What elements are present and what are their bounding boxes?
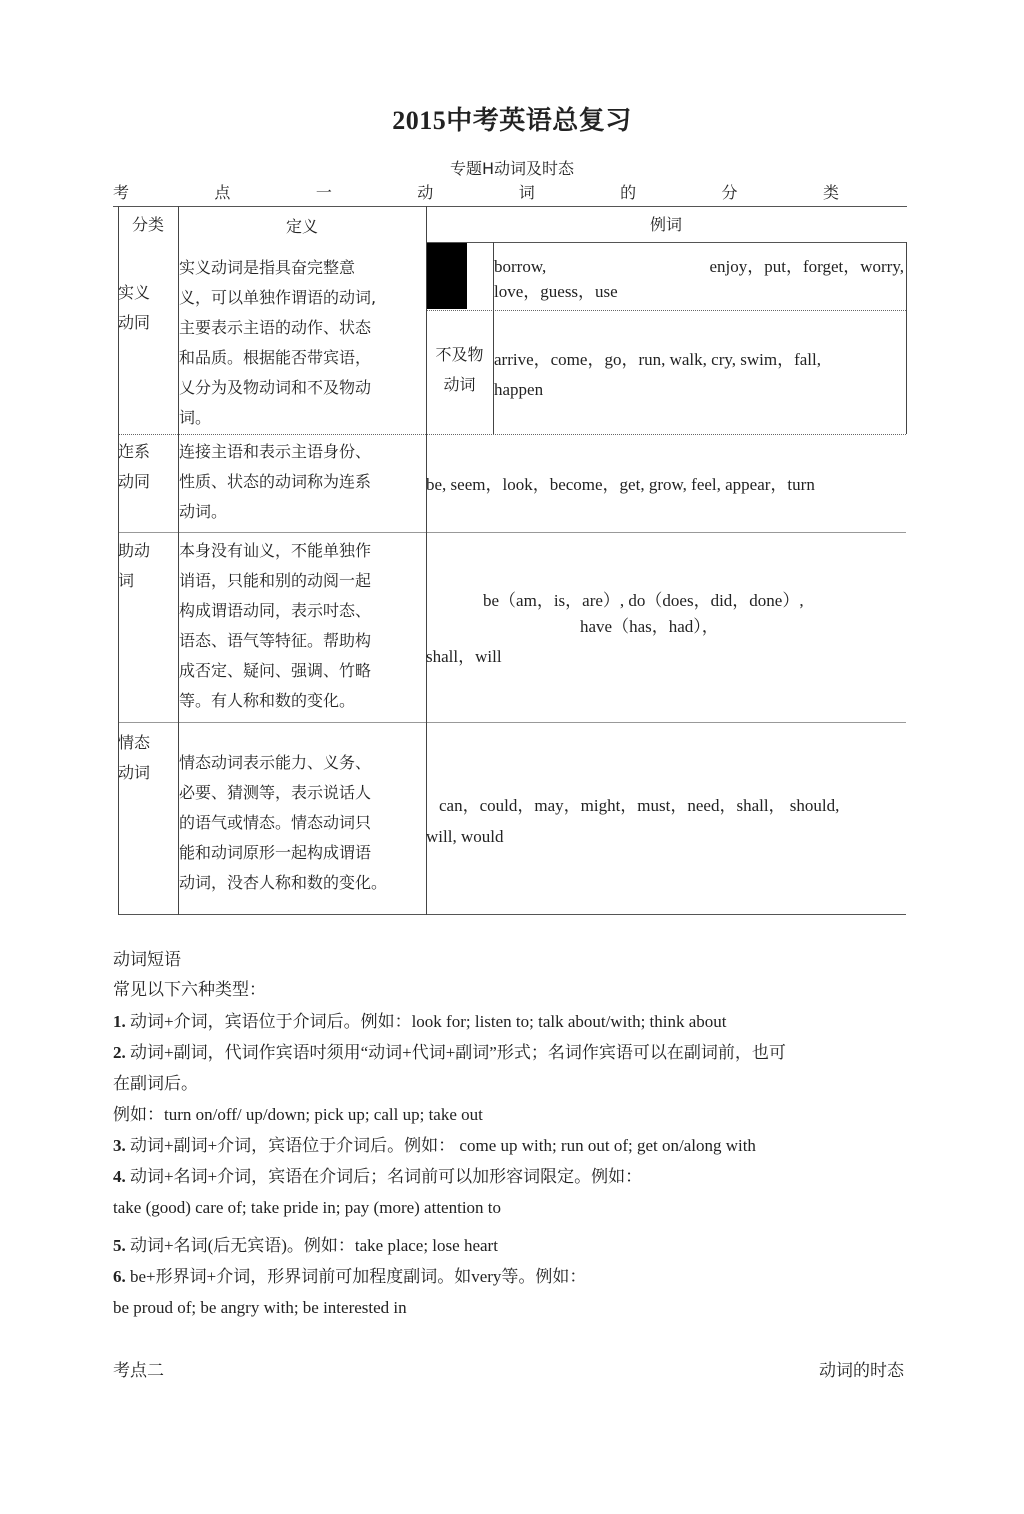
- item-number: 2.: [113, 1043, 126, 1062]
- example-words: borrow,: [494, 257, 547, 276]
- row1-transitive-examples: [494, 254, 904, 304]
- table-right-border-upper: [906, 242, 907, 434]
- example-words: will, would: [426, 827, 504, 846]
- heading-char: 的: [620, 183, 637, 202]
- heading-char: 分: [721, 183, 738, 202]
- example-words: can，could，may，might，must，need，shall， should,: [439, 796, 840, 815]
- table-header-examples: 例词: [649, 215, 682, 234]
- definition-line: 连接主语和表示主语身份、: [179, 442, 372, 461]
- item-text: 例如：turn on/off/ up/down; pick up; call up; take out: [113, 1105, 483, 1124]
- item-text: 动词+名词(后无宾语)。例如：take place; lose heart: [130, 1236, 498, 1255]
- row2-category: [118, 437, 150, 497]
- example-words: have（has，had），: [580, 617, 719, 636]
- section-heading-kaodian-1: [113, 180, 839, 203]
- heading-char: 动: [417, 183, 434, 202]
- phrases-intro: 常见以下六种类型：: [113, 980, 266, 1000]
- definition-line: 实义动词是指具奋完整意: [179, 258, 356, 277]
- item-text: 动词+副词+介词，宾语位于介词后。例如： come up with; run out of; get on/along with: [130, 1136, 756, 1155]
- page-subtitle: 专题H动词及时态: [449, 159, 575, 178]
- example-words: love，guess，use: [494, 282, 618, 301]
- item-text: be proud of; be angry with; be interested in: [113, 1298, 407, 1317]
- list-item: [113, 1068, 913, 1099]
- label-line: 动词: [443, 375, 476, 394]
- row1-definition: [179, 253, 425, 433]
- category-line: 动同: [118, 472, 151, 491]
- label-line: 不及物: [435, 345, 484, 364]
- category-line: 动同: [118, 313, 151, 332]
- definition-line: 乂分为及物动词和不及物动: [179, 378, 372, 397]
- item-number: 1.: [113, 1012, 126, 1031]
- item-text: take (good) care of; take pride in; pay (more) attention to: [113, 1198, 502, 1217]
- example-words: arrive，come，go，run, walk, cry, swim，fall,: [494, 350, 822, 369]
- example-words: shall，will: [426, 647, 502, 666]
- category-line: 助动: [118, 541, 151, 560]
- table-header-definition: 定义: [285, 217, 318, 236]
- row4-definition: [179, 748, 425, 898]
- item-number: 6.: [113, 1267, 126, 1286]
- item-number: 3.: [113, 1136, 126, 1155]
- row2-examples: be, seem，look，become，get, grow, feel, appear，turn: [426, 475, 815, 494]
- table-header-divider: [426, 242, 906, 243]
- definition-line: 能和动词原形一起构成谓语: [179, 843, 372, 862]
- heading-char: 类: [822, 183, 839, 202]
- row-divider-2: [118, 532, 906, 533]
- table-header-category: 分类: [131, 215, 164, 234]
- row3-examples: [426, 588, 906, 670]
- definition-line: 性质、状态的动词称为连系: [179, 472, 372, 491]
- row-divider-1: [118, 434, 906, 435]
- category-line: 情态: [118, 733, 151, 752]
- phrase-types-list: [113, 1006, 913, 1323]
- category-line: 实义: [118, 283, 151, 302]
- page-title: 2015中考英语总复习: [392, 106, 632, 135]
- definition-line: 成否定、疑问、强调、竹略: [179, 661, 372, 680]
- heading-char: 一: [315, 183, 332, 202]
- row4-category: [118, 728, 150, 788]
- definition-line: 语态、语气等特征。帮助构: [179, 631, 372, 650]
- row-divider-3: [118, 722, 906, 723]
- example-words: be（am，is，are）, do（does，did，done）,: [483, 591, 804, 610]
- list-item: [113, 1037, 913, 1068]
- row2-definition: [179, 437, 425, 527]
- intransitive-label: [426, 340, 493, 400]
- item-text: 动词+副词，代词作宾语吋须用“动词+代词+副词”形式；名词作宾语可以在副词前，也可: [130, 1043, 786, 1062]
- definition-line: 必要、猜测等，表示说话人: [179, 783, 372, 802]
- item-text: 在副词后。: [113, 1074, 198, 1093]
- heading-char: 词: [518, 183, 535, 202]
- list-item: [113, 1006, 913, 1037]
- list-item: [113, 1192, 913, 1223]
- definition-line: 情态动词表示能力、义务、: [179, 753, 372, 772]
- list-item: [113, 1292, 913, 1323]
- definition-line: 动词，没杏人称和数的变化。: [179, 873, 388, 892]
- heading-char: 考: [113, 183, 130, 202]
- example-words: happen: [494, 380, 544, 399]
- list-item: [113, 1261, 913, 1292]
- phrases-heading: 动词短语: [113, 950, 181, 970]
- row1-category: [118, 278, 150, 338]
- list-item: [113, 1161, 913, 1192]
- category-line: 动词: [118, 763, 151, 782]
- row1-intransitive-examples: [494, 345, 904, 405]
- item-number: 5.: [113, 1236, 126, 1255]
- definition-line: 义，可以单独作谓语的动词,: [179, 288, 377, 307]
- item-text: 动词+名词+介词，宾语在介词后；名词前可以加形容词限定。例如：: [130, 1167, 643, 1186]
- table-bottom-border: [118, 914, 906, 915]
- list-item: [113, 1130, 913, 1161]
- definition-line: 诮语，只能和别的动阅一起: [179, 571, 372, 590]
- section-heading-tenses: 动词的时态: [819, 1361, 904, 1381]
- item-text: be+形界词+介词，形界词前可加程度副词。如very等。例如：: [130, 1267, 587, 1286]
- heading-char: 点: [214, 183, 231, 202]
- list-item: [113, 1230, 913, 1261]
- section-heading-kaodian-2: 考点二: [113, 1361, 164, 1381]
- definition-line: 本身没有讪义，不能单独作: [179, 541, 372, 560]
- row4-examples: [426, 790, 904, 852]
- definition-line: 和品质。根据能否带宾语，: [179, 348, 372, 367]
- list-item: [113, 1099, 913, 1130]
- definition-line: 词。: [179, 408, 212, 427]
- category-line: 迮系: [118, 442, 151, 461]
- definition-line: 动词。: [179, 502, 228, 521]
- table-top-border: [113, 206, 907, 207]
- redacted-label-block: [427, 243, 467, 309]
- row3-category: [118, 536, 150, 596]
- definition-line: 构成谓语动同，表示吋态、: [179, 601, 372, 620]
- subrow-divider: [426, 310, 906, 311]
- category-line: 词: [118, 571, 135, 590]
- item-text: 动词+介词，宾语位于介词后。例如：look for; listen to; talk about/with; think about: [130, 1012, 727, 1031]
- definition-line: 等。有人称和数的变化。: [179, 691, 356, 710]
- row3-definition: [179, 536, 425, 716]
- item-number: 4.: [113, 1167, 126, 1186]
- example-words: enjoy，put，forget，worry,: [709, 257, 904, 276]
- definition-line: 的语气或情态。情态动词只: [179, 813, 372, 832]
- definition-line: 主要表示主语的动作、状态: [179, 318, 372, 337]
